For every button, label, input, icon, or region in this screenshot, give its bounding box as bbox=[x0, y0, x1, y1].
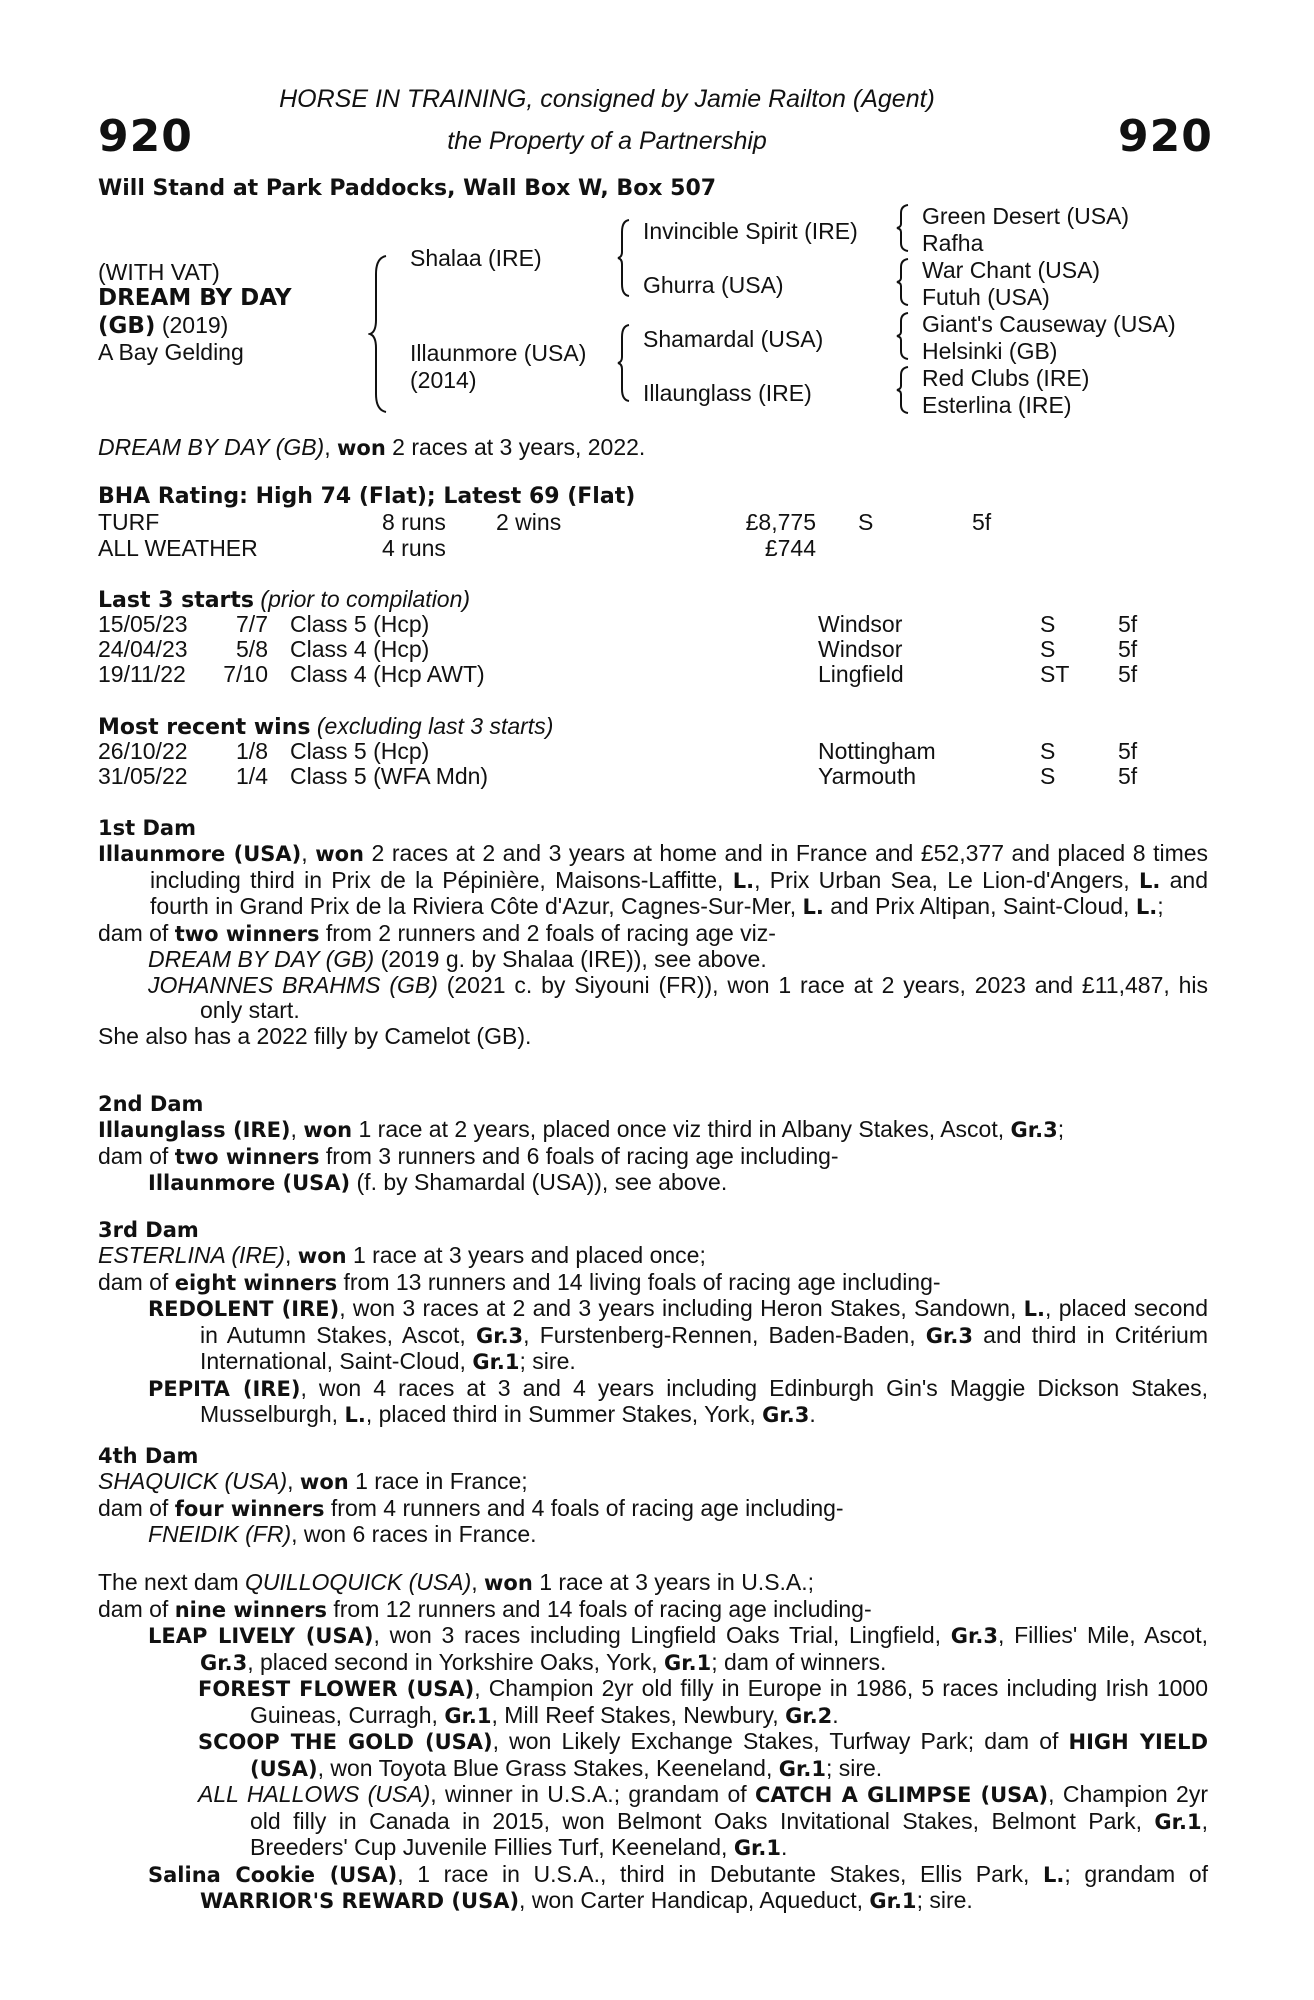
text-run: Illaunglass (IRE) bbox=[98, 1118, 291, 1142]
text-run: Gr.1 bbox=[1154, 1809, 1202, 1834]
text-run: Gr.1 bbox=[664, 1650, 712, 1675]
text-run: 1 race at 3 years and placed once; bbox=[346, 1242, 706, 1268]
dam: Illaunmore (USA) bbox=[410, 340, 587, 366]
text-run: FNEIDIK (FR) bbox=[148, 1521, 292, 1547]
text-run: and Prix Altipan, Saint-Cloud, bbox=[823, 893, 1136, 919]
text-run: , won 6 races in France. bbox=[291, 1521, 537, 1547]
horse-description: A Bay Gelding bbox=[98, 339, 244, 365]
text-run: , placed second in Yorkshire Oaks, York, bbox=[247, 1648, 665, 1675]
text-run: PEPITA (IRE) bbox=[148, 1376, 301, 1401]
text-run: dam of bbox=[98, 1142, 175, 1169]
text-run: Illaunmore (USA) bbox=[148, 1171, 351, 1195]
dam4-section bbox=[98, 1469, 1208, 1548]
text-run: (2021 c. by Siyouni (FR)), won 1 race at 2 years, 2023 and £11,487, his only start. bbox=[200, 971, 1208, 1023]
text-run: 5/8 bbox=[236, 636, 268, 662]
dam1-progeny bbox=[98, 947, 1208, 973]
text-run: , placed second in Autumn Stakes, Ascot, bbox=[200, 1295, 1208, 1348]
text-run: Gr.1 bbox=[869, 1889, 917, 1913]
text-run: . bbox=[809, 1401, 816, 1427]
text-run: 1/4 bbox=[236, 763, 268, 789]
next-dam-record: The next dam QUILLOQUICK (USA), won 1 race at 3 years in U.S.A.; bbox=[98, 1569, 815, 1595]
text-run: ; sire. bbox=[825, 1754, 883, 1781]
text-run: , winner in U.S.A.; grandam of bbox=[430, 1781, 756, 1807]
next-dam-section bbox=[98, 1570, 1208, 1915]
text-run: 26/10/22 bbox=[98, 738, 188, 764]
text-run: L. bbox=[1138, 868, 1161, 893]
text-run: Gr.3 bbox=[762, 1403, 810, 1427]
text-run: 5f bbox=[1118, 636, 1138, 662]
text-run: Gr.3 bbox=[950, 1624, 998, 1648]
text-run: , Champion 2yr old filly in Europe in 1986, 5 races including Irish 1000 Guineas, Curragh, bbox=[250, 1675, 1209, 1728]
sire-dam: Ghurra (USA) bbox=[643, 272, 784, 298]
text-run: Yarmouth bbox=[818, 763, 917, 789]
text-run: SHAQUICK (USA) bbox=[98, 1468, 288, 1494]
text-run: 31/05/22 bbox=[98, 763, 188, 789]
text-run: 2 races at 3 years, 2022. bbox=[385, 434, 646, 460]
text-run: Class 4 (Hcp AWT) bbox=[290, 661, 485, 687]
dam1-also: She also has a 2022 filly by Camelot (GB). bbox=[98, 1022, 532, 1049]
text-run: , Furstenberg-Rennen, Baden-Baden, bbox=[523, 1321, 926, 1348]
text-run: Class 5 (WFA Mdn) bbox=[290, 763, 489, 789]
text-run: , Breeders' Cup Juvenile Fillies Turf, Keeneland, bbox=[250, 1807, 1208, 1860]
text-run: eight winners bbox=[174, 1270, 338, 1295]
dam1-progeny bbox=[98, 973, 1208, 1024]
grandsire-4: Red Clubs (IRE) bbox=[922, 365, 1090, 391]
text-run: , placed third in Summer Stakes, York, bbox=[365, 1401, 763, 1427]
text-run: , Mill Reef Stakes, Newbury, bbox=[491, 1701, 786, 1728]
text-run: , Prix Urban Sea, Le Lion-d'Angers, bbox=[754, 866, 1139, 893]
text-run: won bbox=[303, 1118, 353, 1142]
text-run: S bbox=[1040, 738, 1056, 764]
text-run: S bbox=[1040, 611, 1056, 637]
text-run: L. bbox=[1135, 895, 1158, 919]
text-run: , won Toyota Blue Grass Stakes, Keeneland, bbox=[317, 1754, 779, 1781]
text-run: Illaunmore (USA) bbox=[98, 842, 302, 866]
text-run: ST bbox=[1040, 661, 1070, 687]
text-run: 1 race at 3 years in U.S.A.; bbox=[532, 1569, 815, 1595]
text-run: WARRIOR'S REWARD (USA) bbox=[200, 1889, 520, 1913]
lot-number-left: 920 bbox=[98, 111, 193, 162]
text-run: 15/05/23 bbox=[98, 611, 188, 637]
text-run: dam of bbox=[98, 1494, 175, 1521]
text-run: ESTERLINA (IRE) bbox=[98, 1242, 286, 1268]
text-run: won bbox=[297, 1244, 347, 1268]
text-run: Most recent wins bbox=[98, 715, 311, 740]
text-run: from 4 runners and 4 foals of racing age including- bbox=[324, 1494, 844, 1521]
text-run: 19/11/22 bbox=[98, 661, 186, 687]
text-run: ; dam of winners. bbox=[711, 1648, 887, 1675]
text-run: won bbox=[484, 1571, 533, 1595]
text-run: dam of bbox=[98, 919, 175, 946]
dam3-dam-of bbox=[98, 1270, 1208, 1297]
lot-number-right: 920 bbox=[1118, 111, 1213, 162]
dam4-record: SHAQUICK (USA), won 1 race in France; bbox=[98, 1468, 528, 1494]
text-run: Last 3 starts bbox=[98, 588, 255, 613]
text-run: (prior to compilation) bbox=[254, 586, 471, 612]
text-run: from 13 runners and 14 living foals of racing age including- bbox=[337, 1268, 941, 1295]
text-run: Gr.3 bbox=[1010, 1118, 1058, 1142]
text-run: two winners bbox=[174, 921, 320, 946]
dam3-progeny bbox=[98, 1376, 1208, 1429]
text-run: ; bbox=[1157, 893, 1164, 919]
text-run: S bbox=[1040, 763, 1056, 789]
grandsire-3: Giant's Causeway (USA) bbox=[922, 311, 1176, 337]
text-run: 5f bbox=[1118, 611, 1138, 637]
grandsire-2: War Chant (USA) bbox=[922, 257, 1101, 283]
text-run: (f. by Shamardal (USA)), see above. bbox=[350, 1169, 728, 1195]
text-run: REDOLENT (IRE) bbox=[148, 1297, 340, 1321]
dam-dam: Illaunglass (IRE) bbox=[643, 380, 812, 406]
text-run: 5f bbox=[1118, 763, 1138, 789]
text-run: Gr.1 bbox=[472, 1350, 520, 1374]
sire-sire: Invincible Spirit (IRE) bbox=[643, 218, 858, 244]
text-run: ; sire. bbox=[916, 1887, 973, 1913]
text-run: S bbox=[858, 509, 874, 535]
dam2-record: Illaunglass (IRE), won 1 race at 2 years, placed once viz third in Albany Stakes, Ascot, Gr.3; bbox=[98, 1116, 1065, 1142]
pedigree-brace-g3 bbox=[895, 311, 911, 361]
text-run: Gr.1 bbox=[778, 1756, 826, 1781]
text-run: 24/04/23 bbox=[98, 636, 188, 662]
text-run: (2019 g. by Shalaa (IRE)), see above. bbox=[374, 946, 767, 972]
text-run: won bbox=[299, 1470, 349, 1494]
text-run: Lingfield bbox=[818, 661, 904, 687]
stable-location: Will Stand at Park Paddocks, Wall Box W, Box 507 bbox=[98, 176, 717, 201]
text-run: L. bbox=[1023, 1297, 1046, 1321]
text-run: Gr.3 bbox=[925, 1323, 973, 1348]
text-run: 1 race in France; bbox=[348, 1468, 528, 1494]
text-run: 8 runs bbox=[382, 509, 446, 535]
text-run: , won 3 races at 2 and 3 years including Heron Stakes, Sandown, bbox=[339, 1295, 1024, 1321]
text-run: , won 4 races at 3 and 4 years including Edinburgh Gin's Maggie Dickson Stakes, Musselburgh, bbox=[200, 1374, 1208, 1427]
next-dam-grand-progeny bbox=[98, 1676, 1208, 1729]
text-run: won bbox=[315, 842, 364, 866]
text-run: ALL HALLOWS (USA) bbox=[198, 1781, 431, 1807]
dam2-section bbox=[98, 1117, 1208, 1197]
dam4-dam-of bbox=[98, 1496, 1208, 1523]
recent-wins-heading bbox=[98, 713, 553, 741]
text-run: TURF bbox=[98, 509, 160, 535]
text-run: Windsor bbox=[818, 636, 903, 662]
dam1-heading: 1st Dam bbox=[98, 816, 196, 840]
text-run: 1 race at 2 years, placed once viz third in Albany Stakes, Ascot, bbox=[352, 1116, 1011, 1142]
granddam-2: Futuh (USA) bbox=[922, 284, 1050, 310]
text-run: HIGH YIELD (USA) bbox=[250, 1730, 1209, 1781]
text-run: DREAM BY DAY (GB) bbox=[98, 434, 325, 460]
text-run: 5f bbox=[1118, 661, 1138, 687]
text-run: 4 runs bbox=[382, 535, 446, 561]
text-run: (excluding last 3 starts) bbox=[310, 713, 554, 739]
consignment-line: HORSE IN TRAINING, consigned by Jamie Railton (Agent) bbox=[279, 85, 935, 113]
dam3-record: ESTERLINA (IRE), won 1 race at 3 years and placed once; bbox=[98, 1242, 706, 1268]
text-run: S bbox=[1040, 636, 1056, 662]
text-run: ALL WEATHER bbox=[98, 535, 258, 561]
text-run: Class 5 (Hcp) bbox=[290, 611, 430, 637]
dam3-progeny bbox=[98, 1296, 1208, 1376]
text-run: Class 5 (Hcp) bbox=[290, 738, 430, 764]
text-run: FOREST FLOWER (USA) bbox=[198, 1677, 475, 1701]
next-dam-progeny bbox=[98, 1862, 1208, 1915]
text-run: Gr.3 bbox=[200, 1650, 248, 1675]
text-run: nine winners bbox=[174, 1597, 327, 1622]
text-run: L. bbox=[802, 895, 824, 919]
text-run: £8,775 bbox=[745, 509, 816, 535]
text-run: ; grandam of bbox=[1064, 1860, 1208, 1887]
bha-rating: BHA Rating: High 74 (Flat); Latest 69 (Flat) bbox=[98, 484, 636, 509]
granddam-1: Rafha bbox=[922, 230, 984, 256]
text-run: , won Likely Exchange Stakes, Turfway Park; dam of bbox=[492, 1728, 1069, 1754]
pedigree-brace-g1 bbox=[895, 203, 911, 253]
pedigree-brace-g4 bbox=[895, 365, 911, 415]
text-run: DREAM BY DAY (GB) bbox=[148, 946, 375, 972]
dam2-progeny bbox=[98, 1170, 1208, 1197]
granddam-4: Esterlina (IRE) bbox=[922, 392, 1072, 418]
text-run: 5f bbox=[972, 509, 992, 535]
dam4-progeny bbox=[98, 1522, 1208, 1548]
text-run: 2 races at 2 and 3 years at home and in France and £52,377 and placed 8 times including third in Prix de la Pépinière, Maisons-Laffitte, bbox=[150, 840, 1209, 893]
text-run: Gr.3 bbox=[475, 1323, 524, 1348]
text-run: (GB) bbox=[98, 313, 156, 339]
pedigree-brace-sire bbox=[616, 218, 632, 298]
text-run: Gr.1 bbox=[444, 1703, 492, 1728]
text-run: ; sire. bbox=[519, 1348, 576, 1374]
property-line: the Property of a Partnership bbox=[447, 127, 767, 155]
text-run: Class 4 (Hcp) bbox=[290, 636, 430, 662]
horse-country-year bbox=[98, 312, 228, 339]
text-run: dam of bbox=[98, 1595, 175, 1622]
text-run: 5f bbox=[1118, 738, 1138, 764]
text-run: from 2 runners and 2 foals of racing age viz- bbox=[319, 919, 776, 946]
text-run: from 3 runners and 6 foals of racing age including- bbox=[319, 1142, 839, 1169]
text-run: . bbox=[832, 1701, 839, 1728]
dam1-section bbox=[98, 841, 1208, 1049]
text-run: , 1 race in U.S.A., third in Debutante Stakes, Ellis Park, bbox=[397, 1860, 1044, 1887]
race-summary: DREAM BY DAY (GB), won 2 races at 3 years, 2022. bbox=[98, 434, 646, 460]
text-run: L. bbox=[1043, 1862, 1065, 1887]
text-run: , won 3 races including Lingfield Oaks Trial, Lingfield, bbox=[373, 1622, 951, 1648]
dam2-heading: 2nd Dam bbox=[98, 1092, 204, 1116]
text-run: SCOOP THE GOLD (USA) bbox=[198, 1730, 493, 1754]
pedigree-brace-main bbox=[368, 254, 390, 414]
grandsire-1: Green Desert (USA) bbox=[922, 203, 1130, 229]
dam-year: (2014) bbox=[410, 367, 477, 393]
dam4-heading: 4th Dam bbox=[98, 1444, 199, 1468]
text-run: and fourth in Grand Prix de la Riviera Côte d'Azur, Cagnes-Sur-Mer, bbox=[150, 866, 1208, 919]
horse-name: DREAM BY DAY bbox=[98, 285, 292, 311]
text-run: CATCH A GLIMPSE (USA) bbox=[755, 1783, 1049, 1807]
text-run: L. bbox=[732, 868, 755, 893]
text-run: £744 bbox=[764, 535, 816, 561]
text-run: Windsor bbox=[818, 611, 903, 637]
text-run: dam of bbox=[98, 1268, 175, 1295]
text-run: . bbox=[781, 1834, 788, 1860]
text-run: 2 wins bbox=[496, 509, 562, 535]
text-run: Gr.1 bbox=[733, 1836, 782, 1860]
pedigree-brace-dam bbox=[616, 323, 632, 403]
text-run: from 12 runners and 14 foals of racing age including- bbox=[326, 1595, 872, 1622]
text-run: 7/10 bbox=[223, 661, 268, 687]
text-run: Salina Cookie (USA) bbox=[148, 1862, 398, 1887]
text-run: , won Carter Handicap, Aqueduct, bbox=[519, 1887, 870, 1913]
pedigree-brace-g2 bbox=[895, 257, 911, 307]
text-run: The next dam bbox=[98, 1569, 246, 1595]
text-run: LEAP LIVELY (USA) bbox=[148, 1624, 374, 1648]
text-run: two winners bbox=[174, 1144, 320, 1169]
dam1-dam-of bbox=[98, 921, 1208, 948]
text-run: and third in Critérium International, Saint-Cloud, bbox=[200, 1321, 1209, 1374]
dam3-section bbox=[98, 1243, 1208, 1429]
text-run: 1/8 bbox=[236, 738, 268, 764]
text-run: (2019) bbox=[155, 312, 229, 338]
text-run: 7/7 bbox=[236, 611, 268, 637]
text-run: , Champion 2yr old filly in Canada in 2015, won Belmont Oaks Invitational Stakes, Belmont Park, bbox=[250, 1781, 1208, 1834]
text-run: QUILLOQUICK (USA) bbox=[245, 1569, 472, 1595]
last3-heading bbox=[98, 586, 470, 614]
dam2-dam-of bbox=[98, 1144, 1208, 1171]
text-run: four winners bbox=[174, 1496, 325, 1521]
text-run: ; bbox=[1057, 1116, 1065, 1142]
dam-sire: Shamardal (USA) bbox=[643, 326, 824, 352]
next-dam-grand-progeny bbox=[98, 1729, 1208, 1782]
next-dam-grand-progeny bbox=[98, 1782, 1208, 1862]
text-run: won bbox=[337, 436, 386, 460]
next-dam-progeny bbox=[98, 1623, 1208, 1676]
next-dam-dam-of bbox=[98, 1597, 1208, 1624]
vat-status: (WITH VAT) bbox=[98, 259, 220, 285]
granddam-3: Helsinki (GB) bbox=[922, 338, 1058, 364]
sire: Shalaa (IRE) bbox=[410, 245, 542, 271]
text-run: L. bbox=[344, 1403, 366, 1427]
dam3-heading: 3rd Dam bbox=[98, 1218, 199, 1242]
text-run: Nottingham bbox=[818, 738, 936, 764]
dam1-record: Illaunmore (USA), won 2 races at 2 and 3 years at home and in France and £52,377 and placed 8 times including third in Prix de la Pépinière, Maisons-Laffitte, L., Prix Urban Sea, Le Lion-d'Angers, L. and fourth in Grand Prix de la Riviera Côte d'Azur, Cagnes-Sur-Mer, L. and Prix Altipan, Saint-Cloud, L.; bbox=[98, 840, 1209, 919]
text-run: Gr.2 bbox=[785, 1703, 833, 1728]
text-run: , Fillies' Mile, Ascot, bbox=[998, 1622, 1208, 1648]
text-run: JOHANNES BRAHMS (GB) bbox=[148, 971, 438, 998]
